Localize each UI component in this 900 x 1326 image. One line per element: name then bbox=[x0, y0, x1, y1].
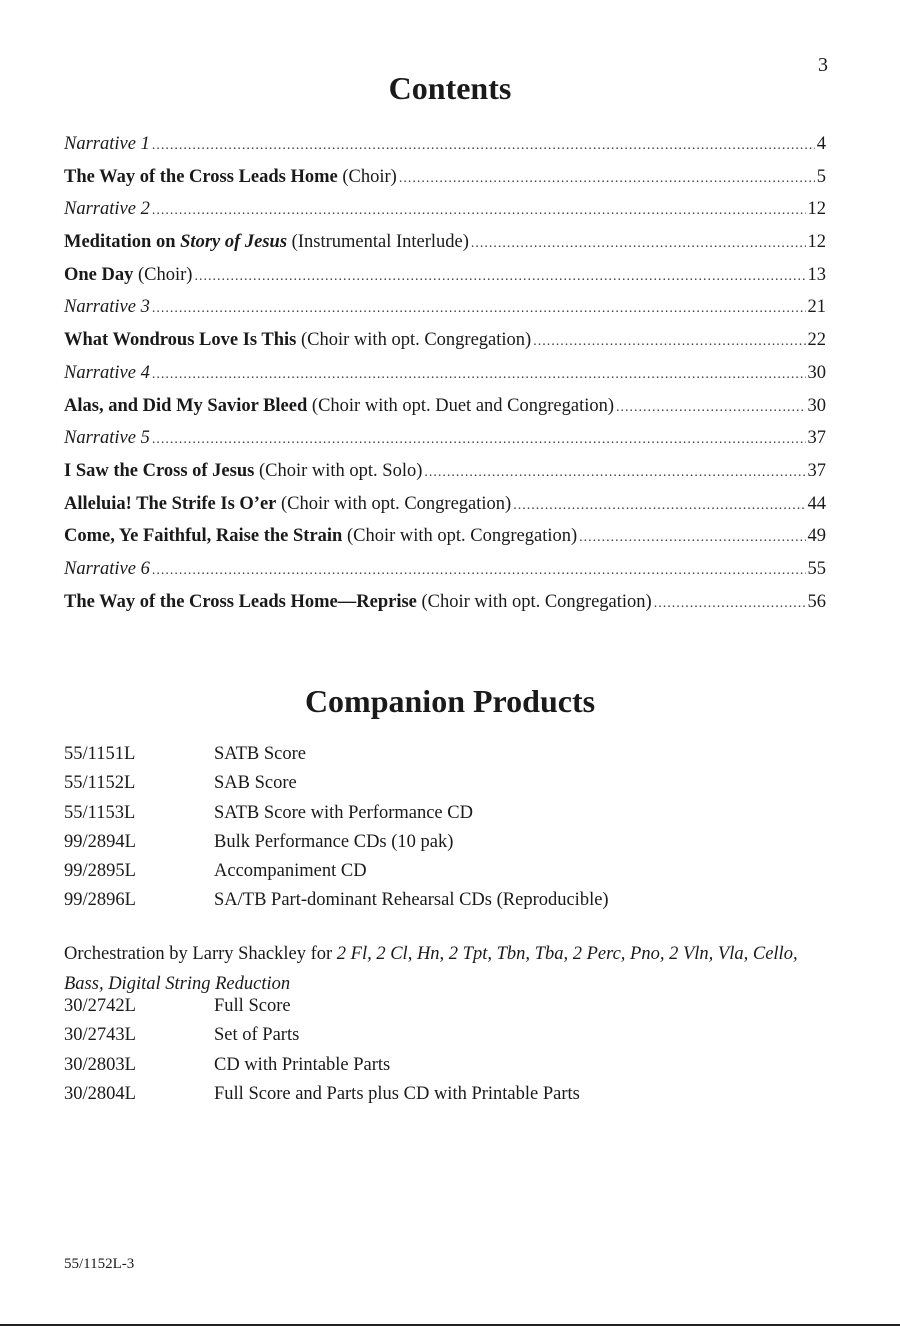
toc-entry-title bbox=[64, 330, 531, 351]
companion-products-list bbox=[64, 744, 609, 920]
toc-entry-rest: (Choir with opt. Solo) bbox=[254, 460, 423, 481]
toc-entry-rest: (Choir) bbox=[337, 166, 397, 187]
dot-leader bbox=[579, 530, 805, 546]
product-row bbox=[64, 861, 609, 890]
toc-entry-title bbox=[64, 199, 150, 220]
toc-entry bbox=[64, 265, 826, 298]
dot-leader bbox=[654, 596, 806, 612]
toc-entry-bold: Alleluia! The Strife Is O’er bbox=[64, 493, 277, 514]
toc-entry-title bbox=[64, 592, 652, 613]
toc-entry-page: 5 bbox=[816, 166, 826, 187]
toc-entry-page: 30 bbox=[807, 395, 826, 416]
toc-entry-title bbox=[64, 526, 577, 547]
product-code: 99/2895L bbox=[64, 861, 136, 882]
toc-entry-title bbox=[64, 494, 511, 515]
dot-leader bbox=[152, 138, 815, 154]
product-description: CD with Printable Parts bbox=[214, 1054, 391, 1075]
dot-leader bbox=[152, 367, 806, 383]
toc-entry bbox=[64, 461, 826, 494]
product-code: 55/1151L bbox=[64, 744, 136, 764]
toc-entry-page: 56 bbox=[807, 591, 826, 612]
page-number: 3 bbox=[818, 54, 828, 76]
product-code: 55/1153L bbox=[64, 802, 136, 823]
product-description: Accompaniment CD bbox=[214, 861, 367, 882]
toc-entry-title: Narrative 4 bbox=[64, 362, 150, 383]
toc-entry-bold: The Way of the Cross Leads Home bbox=[64, 166, 338, 187]
product-row bbox=[64, 744, 609, 773]
toc-entry-bold: Alas, and Did My Savior Bleed bbox=[64, 395, 308, 416]
toc-entry bbox=[64, 199, 826, 232]
toc-entry-page: 12 bbox=[807, 199, 826, 220]
dot-leader bbox=[194, 269, 805, 285]
orchestration-note bbox=[64, 940, 834, 999]
product-description: Full Score and Parts plus CD with Printable Parts bbox=[214, 1083, 580, 1104]
product-description: Set of Parts bbox=[214, 1025, 300, 1046]
toc-entry-bold: Meditation on bbox=[64, 232, 181, 253]
toc-entry-bold: What Wondrous Love Is This bbox=[64, 330, 297, 351]
toc-entry-rest: (Choir with opt. Congregation) bbox=[342, 526, 578, 547]
toc-entry-page: 44 bbox=[807, 493, 826, 514]
orchestration-instruments: 2 Fl, 2 Cl, Hn, 2 Tpt, Tbn, Tba, 2 Perc, Pno, 2 Vln, Vla, Cello, Bass, Digital String Reduction bbox=[64, 944, 798, 994]
toc-entry-title bbox=[64, 461, 422, 482]
product-code: 99/2894L bbox=[64, 831, 136, 852]
toc-entry bbox=[64, 592, 826, 625]
toc-entry-title: Narrative 1 bbox=[64, 134, 150, 154]
product-row bbox=[64, 832, 609, 861]
toc-entry-page: 49 bbox=[807, 526, 826, 547]
toc-entry-page: 30 bbox=[807, 362, 826, 383]
toc-entry-title bbox=[64, 559, 150, 580]
toc-entry bbox=[64, 330, 826, 363]
companion-products-title: Companion Products bbox=[304, 683, 596, 719]
product-description: SA/TB Part-dominant Rehearsal CDs (Reproducible) bbox=[214, 890, 609, 911]
orchestration-intro: Orchestration by Larry Shackley for bbox=[64, 944, 337, 964]
toc-entry-rest: (Choir with opt. Congregation) bbox=[276, 493, 512, 514]
toc-entry-bold: I Saw the Cross of Jesus bbox=[64, 460, 255, 481]
dot-leader bbox=[471, 236, 806, 252]
product-row bbox=[64, 1025, 580, 1054]
dot-leader bbox=[616, 400, 805, 416]
toc-entry-bold: One Day bbox=[64, 264, 134, 285]
toc-entry-rest: (Choir with opt. Congregation) bbox=[416, 591, 652, 612]
footer-code: 55/1152L-3 bbox=[64, 1256, 135, 1272]
toc-entry-page: 4 bbox=[816, 134, 826, 154]
toc-entry bbox=[64, 363, 826, 396]
toc-entry-page: 22 bbox=[807, 330, 826, 351]
toc-entry-bold-italic: Story of Jesus bbox=[180, 232, 288, 253]
toc-entry bbox=[64, 167, 826, 200]
toc-entry bbox=[64, 494, 826, 527]
toc-entry bbox=[64, 232, 826, 265]
toc-entry bbox=[64, 134, 826, 167]
toc-entry-title bbox=[64, 167, 397, 188]
dot-leader bbox=[152, 432, 806, 448]
contents-title: Contents bbox=[388, 70, 512, 106]
toc-entry-page: 37 bbox=[807, 460, 826, 481]
toc-entry-title: Narrative 5 bbox=[64, 428, 150, 449]
toc-entry bbox=[64, 526, 826, 559]
toc-entry-page: 37 bbox=[807, 428, 826, 449]
toc-entry-title bbox=[64, 232, 469, 253]
toc-entry-rest: (Choir) bbox=[133, 264, 193, 285]
product-description: Bulk Performance CDs (10 pak) bbox=[214, 831, 454, 852]
product-code: 55/1152L bbox=[64, 773, 136, 794]
table-of-contents bbox=[64, 134, 826, 624]
dot-leader bbox=[152, 301, 806, 317]
dot-leader bbox=[513, 498, 805, 514]
toc-entry bbox=[64, 559, 826, 592]
product-code: 30/2803L bbox=[64, 1054, 136, 1075]
toc-entry-title bbox=[64, 363, 150, 384]
toc-entry-title: Narrative 3 bbox=[64, 297, 150, 318]
product-code: 30/2742L bbox=[64, 996, 136, 1016]
product-description: SATB Score with Performance CD bbox=[214, 802, 473, 823]
product-row bbox=[64, 890, 609, 919]
product-description: SATB Score bbox=[214, 744, 306, 764]
product-row bbox=[64, 1055, 580, 1084]
product-description: SAB Score bbox=[214, 773, 297, 794]
product-row bbox=[64, 996, 580, 1025]
product-row bbox=[64, 803, 609, 832]
toc-entry-page: 13 bbox=[807, 264, 826, 285]
toc-entry-bold: The Way of the Cross Leads Home—Reprise bbox=[64, 591, 417, 612]
product-code: 30/2804L bbox=[64, 1083, 136, 1104]
toc-entry-title bbox=[64, 265, 192, 286]
toc-entry-page: 12 bbox=[807, 232, 826, 253]
toc-entry-title bbox=[64, 297, 150, 318]
toc-entry-rest: (Instrumental Interlude) bbox=[287, 232, 469, 253]
toc-entry-page: 21 bbox=[807, 297, 826, 318]
toc-entry-title: Narrative 2 bbox=[64, 199, 150, 220]
product-row bbox=[64, 1084, 580, 1113]
dot-leader bbox=[152, 203, 806, 219]
toc-entry-page: 55 bbox=[807, 558, 826, 579]
toc-entry-title bbox=[64, 134, 150, 155]
dot-leader bbox=[424, 465, 805, 481]
orchestration-products-list bbox=[64, 996, 580, 1113]
toc-entry bbox=[64, 428, 826, 461]
dot-leader bbox=[152, 563, 806, 579]
product-code: 99/2896L bbox=[64, 890, 136, 911]
toc-entry-rest: (Choir with opt. Congregation) bbox=[296, 330, 532, 351]
toc-entry-title: Narrative 6 bbox=[64, 558, 150, 579]
toc-entry-title bbox=[64, 428, 150, 449]
dot-leader bbox=[399, 171, 815, 187]
product-row bbox=[64, 773, 609, 802]
toc-entry bbox=[64, 297, 826, 330]
product-description: Full Score bbox=[214, 996, 291, 1016]
toc-entry-title bbox=[64, 396, 614, 417]
toc-entry-rest: (Choir with opt. Duet and Congregation) bbox=[307, 395, 615, 416]
dot-leader bbox=[533, 334, 805, 350]
toc-entry bbox=[64, 396, 826, 429]
product-code: 30/2743L bbox=[64, 1025, 136, 1046]
toc-entry-bold: Come, Ye Faithful, Raise the Strain bbox=[64, 526, 343, 547]
